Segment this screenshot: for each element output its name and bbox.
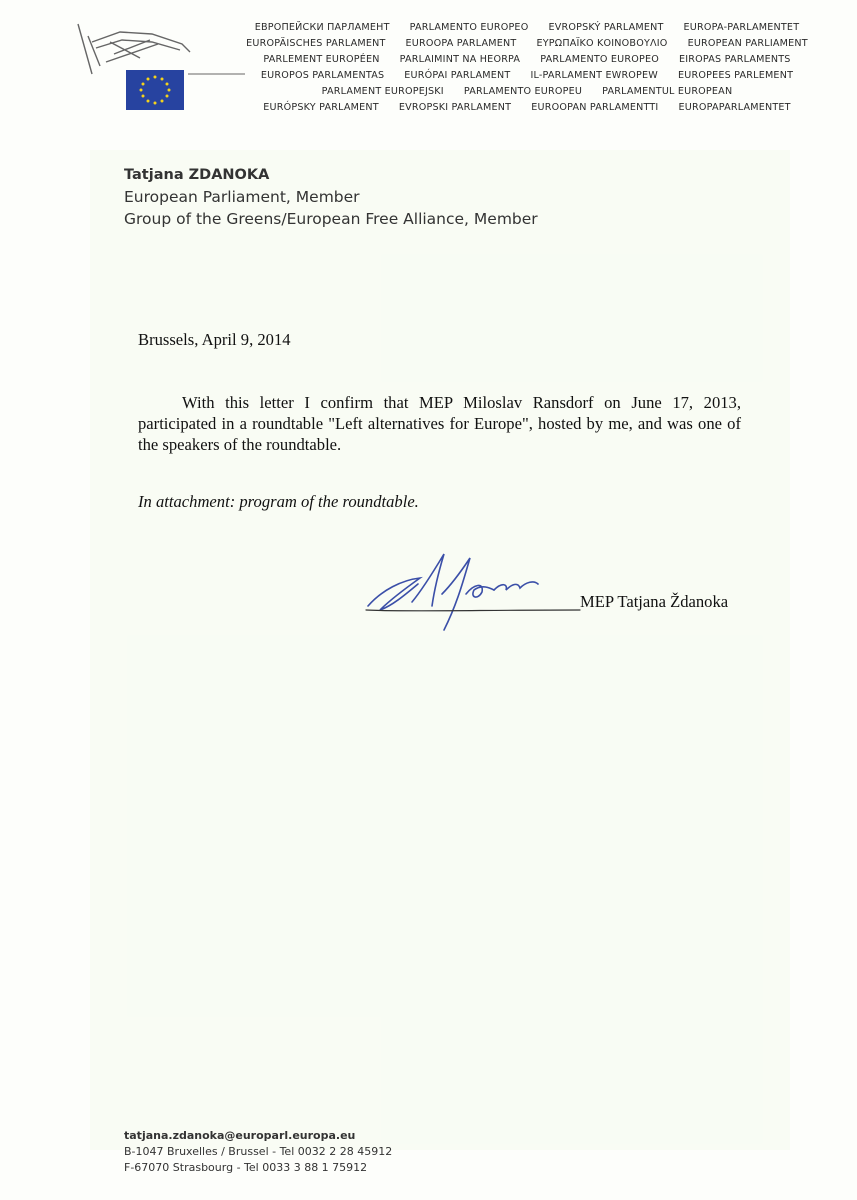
footer-contact [124,1128,392,1176]
contact-strasbourg: F-67070 Strasbourg - Tel 0033 3 88 1 75912 [124,1161,368,1174]
contact-email: tatjana.zdanoka@europarl.europa.eu [124,1129,356,1142]
sender-role-parliament: European Parliament, Member [124,188,360,206]
names-row: EURÓPSKY PARLAMENT EVROPSKI PARLAMENT EUROOPAN PARLAMENTTI EUROPAPARLAMENTET [263,102,791,113]
names-row: ЕВРОПЕЙСКИ ПАРЛАМЕНТ PARLAMENTO EUROPEO EVROPSKÝ PARLAMENT EUROPA-PARLAMENTET [254,22,800,33]
contact-brussels: B-1047 Bruxelles / Brussel - Tel 0032 2 28 45912 [124,1145,393,1158]
attachment-note: In attachment: program of the roundtable. [138,492,419,511]
letter-body: With this letter I confirm that MEP Miloslav Ransdorf on June 17, 2013, participated in a roundtable "Left alternatives for Europe", hosted by me, and was one of the speakers of the roundtable. [138,393,741,454]
sender-role-group: Group of the Greens/European Free Alliance, Member [124,210,538,228]
european-parliament-logo [70,14,250,114]
names-row: EUROPOS PARLAMENTAS EURÓPAI PARLAMENT IL-PARLAMENT EWROPEW EUROPEES PARLEMENT [260,70,794,81]
names-row: PARLAMENT EUROPEJSKI PARLAMENTO EUROPEU PARLAMENTUL EUROPEAN [321,86,733,97]
sender-name: Tatjana ZDANOKA [124,167,270,183]
sender-block [124,164,538,230]
parliament-names-block [232,20,822,116]
letter-date: Brussels, April 9, 2014 [138,330,291,349]
names-row: PARLEMENT EUROPÉEN PARLAIMINT NA HEORPA PARLAMENTO EUROPEO EIROPAS PARLAMENTS [263,54,791,65]
names-row: EUROPÄISCHES PARLAMENT EUROOPA PARLAMENT ΕΥΡΩΠΑΪΚΟ ΚΟΙΝΟΒΟΥΛΙΟ EUROPEAN PARLIAMENT [246,38,808,49]
signatory-name: MEP Tatjana Ždanoka [580,592,729,611]
handwritten-signature [362,544,592,634]
